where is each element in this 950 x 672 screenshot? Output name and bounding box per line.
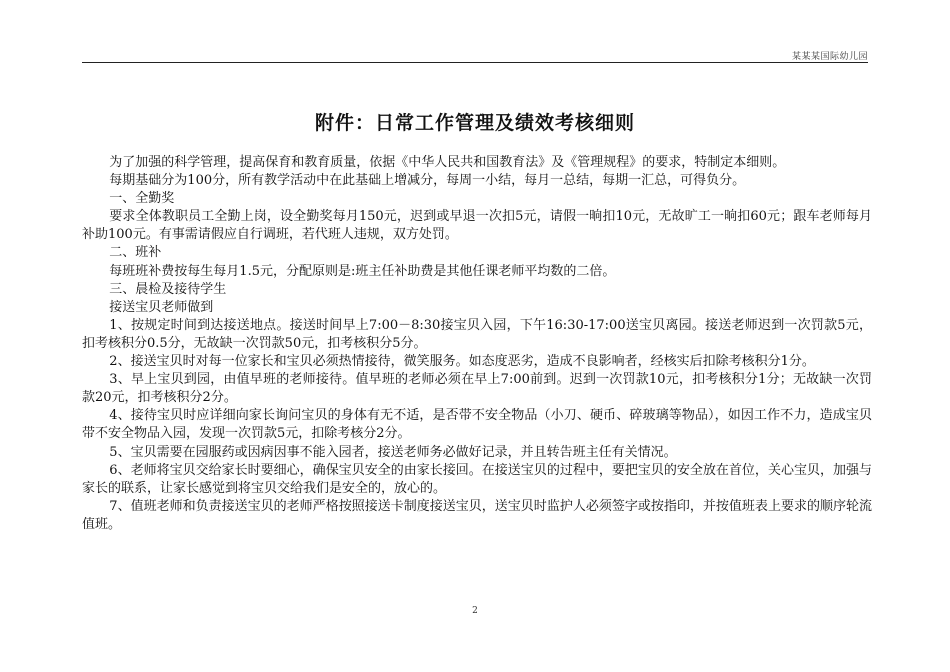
page-number: 2 xyxy=(472,606,478,616)
paragraph-class-subsidy: 每班班补费按每生每月1.5元，分配原则是:班主任补助费是其他任课老师平均数的二倍。 xyxy=(109,263,616,279)
rule-item-2: 2、接送宝贝时对每一位家长和宝贝必须热情接待，微笑服务。如态度恶劣，造成不良影响者，经核实后扣除考核积分1分。 xyxy=(109,354,815,370)
section-heading-class-subsidy: 二、班补 xyxy=(109,245,162,261)
header-org-name: 某某某国际幼儿园 xyxy=(791,52,868,62)
rule-item-4: 4、接待宝贝时应详细向家长询问宝贝的身体有无不适，是否带不安全物品（小刀、硬币、碎玻璃等物品），如因工作不力，造成宝贝带不安全物品入园，发现一次罚款5元，扣除考核分2分。 xyxy=(82,408,872,442)
rule-item-1: 1、按规定时间到达接送地点。接送时间早上7:00－8:30接宝贝入园，下午16:30-17:00送宝贝离园。接送老师迟到一次罚款5元，扣考核积分0.5分，无故缺一次罚款50元，扣考核积分5分。 xyxy=(82,317,872,351)
rule-item-7: 7、值班老师和负责接送宝贝的老师严格按照接送卡制度接送宝贝，送宝贝时监护人必须签字或按指印，并按值班表上要求的顺序轮流值班。 xyxy=(82,498,872,532)
rule-item-3: 3、早上宝贝到园，由值早班的老师接待。值早班的老师必须在早上7:00前到。迟到一次罚款10元，扣考核积分1分；无故缺一次罚款20元，扣考核积分2分。 xyxy=(82,372,872,406)
page-header xyxy=(82,40,868,63)
paragraph-attendance: 要求全体教职员工全勤上岗，设全勤奖每月150元，迟到或早退一次扣5元，请假一晌扣10元，无故旷工一晌扣60元；跟车老师每月补助100元。有事需请假应自行调班，若代班人违规，双方处罚。 xyxy=(82,209,872,243)
document-body xyxy=(82,154,872,534)
paragraph-pickup-teachers: 接送宝贝老师做到 xyxy=(109,299,214,315)
document-title: 附件：日常工作管理及绩效考核细则 xyxy=(314,112,635,134)
rule-item-6: 6、老师将宝贝交给家长时要细心，确保宝贝安全的由家长接回。在接送宝贝的过程中，要把宝贝的安全放在首位，关心宝贝，加强与家长的联系，让家长感觉到将宝贝交给我们是安全的，放心的。 xyxy=(82,462,872,496)
section-heading-morning-check: 三、晨检及接待学生 xyxy=(109,281,227,297)
paragraph-base-score: 每期基础分为100分，所有教学活动中在此基础上增减分，每周一小结，每月一总结，每期一汇总，可得负分。 xyxy=(109,173,746,189)
rule-item-5: 5、宝贝需要在园服药或因病因事不能入园者，接送老师务必做好记录，并且转告班主任有关情况。 xyxy=(109,444,677,460)
paragraph-intro: 为了加强的科学管理，提高保育和教育质量，依据《中华人民共和国教育法》及《管理规程》的要求，特制定本细则。 xyxy=(109,155,786,170)
section-heading-attendance: 一、全勤奖 xyxy=(109,191,175,207)
